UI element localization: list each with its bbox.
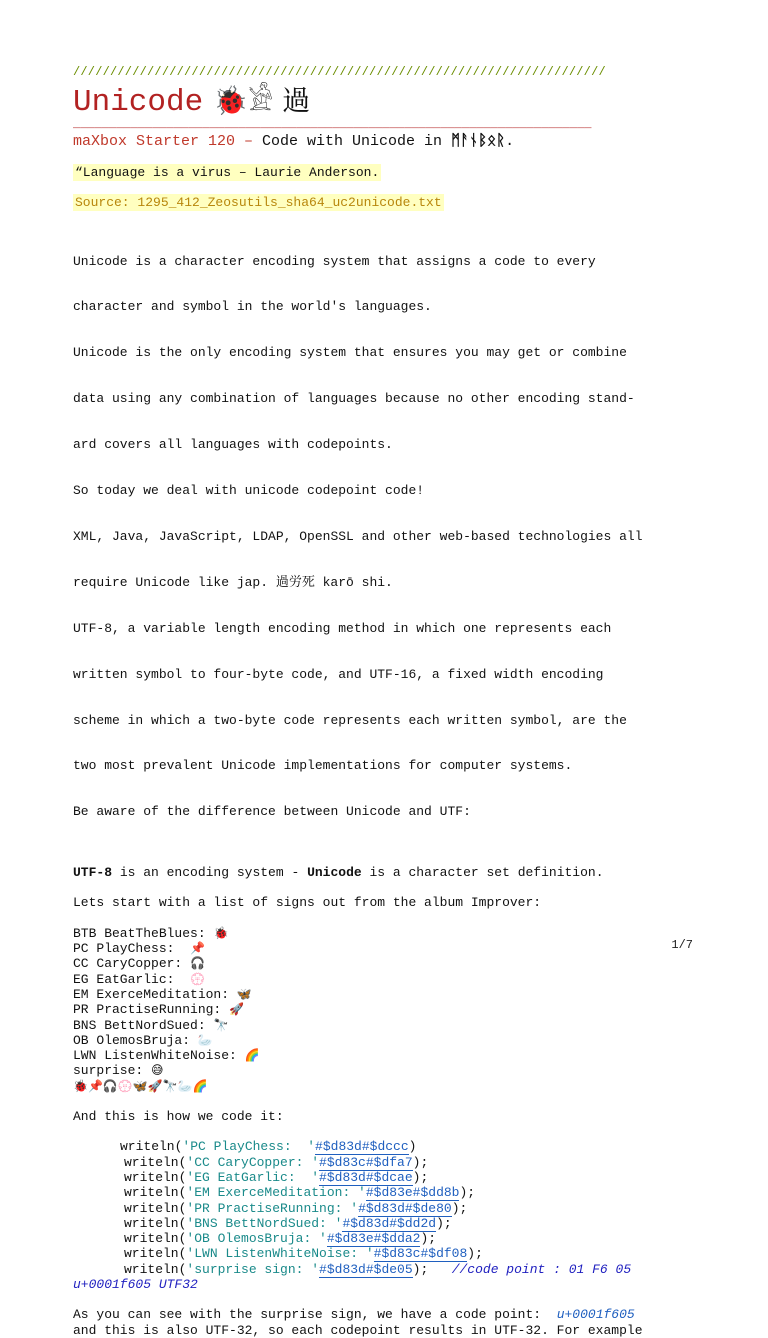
header-slashes: //////////////////////////////////////////////////////////////////////// [73,65,606,79]
code-hex: #$d83d#$dd2d [342,1215,437,1231]
source-highlight: Source: 1295_412_Zeosutils_sha64_uc2unicode.txt [75,195,442,210]
intro-line: So today we deal with unicode codepoint code! [73,483,425,499]
intro-line: XML, Java, JavaScript, LDAP, OpenSSL and other web-based technologies all [73,528,643,544]
sign-label: OB OlemosBruja: [73,1032,198,1048]
butterfly-icon: 🦋 [236,986,252,1001]
code-string: 'PR PractiseRunning: ' [186,1200,359,1216]
list-item [73,956,713,971]
code-fn: writeln( [124,1185,187,1201]
code-fn: writeln( [124,1215,187,1231]
ladybug-icon: 🐞 [213,925,229,940]
code-line [120,1185,713,1200]
code-string: 'CC CaryCopper: ' [186,1154,320,1170]
subtitle [73,130,713,152]
code-fn: writeln( [124,1246,187,1262]
sign-label: BTB BeatTheBlues: [73,925,214,941]
code-line [120,1170,713,1185]
intro-paragraph [73,223,713,850]
how-code-line: And this is how we code it: [73,1109,284,1125]
unicode-term: Unicode [307,865,362,881]
sign-label: EM ExerceMeditation: [73,986,237,1002]
intro-line: Be aware of the difference between Unicode and UTF: [73,804,471,820]
intro-line: ard covers all languages with codepoints. [73,437,393,453]
list-item [73,926,713,941]
list-item [73,1063,713,1078]
code-comment-continuation [73,1277,713,1292]
code-end: ); [420,1231,437,1247]
code-string: 'BNS BettNordSued: ' [186,1215,343,1231]
intro-line: data using any combination of languages because no other encoding stand- [73,391,635,407]
utf-end: is a character set definition. [361,865,604,881]
swan-icon: 🦢 [197,1032,213,1047]
sign-label: CC CaryCopper: [73,956,191,972]
list-item [73,941,713,956]
code-fn: writeln( [124,1231,187,1247]
quote-highlight: “Language is a virus – Laurie Anderson. [75,165,380,180]
intro-line: Unicode is a character encoding system that assigns a code to every [73,253,596,269]
subtitle-runes: ᛗᚨᚾᛒᛟᚱ [451,131,506,149]
flower-icon: 💮 [190,971,205,986]
utf-mid: is an encoding system - [112,865,308,881]
code-hex: #$d83c#$df08 [373,1246,468,1262]
outro-line-2: and this is also UTF-32, so each codepoint results in UTF-32. For example [73,1322,643,1338]
code-string: 'LWN ListenWhiteNoise: ' [186,1246,374,1262]
outro-line-1 [73,1307,713,1322]
pushpin-icon: 📌 [190,941,205,956]
sign-label: PC PlayChess: [73,941,191,957]
intro-line: require Unicode like jap. 過労死 karō shi. [73,574,393,590]
page-title [73,82,713,122]
code-string: 'EG EatGarlic: ' [186,1169,320,1185]
utf-definition-line [73,865,713,880]
sign-label: LWN ListenWhiteNoise: [73,1048,245,1064]
title-glyphs: 🐞𓀀 過 [213,84,311,117]
code-hex: #$d83e#$dda2 [326,1231,421,1247]
code-comment: //code point : 01 F6 05 [451,1261,632,1277]
lets-start-line: Lets start with a list of signs out from the album Improver: [73,895,542,911]
title-underline: ________________________________________________________________________ [73,118,592,130]
sign-label: EG EatGarlic: [73,971,191,987]
intro-line: character and symbol in the world's languages. [73,299,432,315]
code-hex: #$d83d#$de05 [319,1261,413,1277]
intro-line: two most prevalent Unicode implementations for computer systems. [73,758,573,774]
code-end: ); [412,1261,429,1277]
code-end: ); [459,1185,476,1201]
code-end: ); [436,1215,452,1231]
code-line [120,1201,713,1216]
emoji-row [73,1079,713,1094]
emoji-sequence-icon: 🐞📌🎧💮🦋🚀🔭🦢🌈 [73,1078,208,1093]
code-end: ); [412,1169,429,1185]
rocket-icon: 🚀 [229,1002,244,1017]
sign-label: surprise: [73,1063,152,1079]
code-end: ) [408,1139,417,1155]
list-item [73,972,713,987]
list-item [73,1048,713,1063]
sign-label: PR PractiseRunning: [73,1002,230,1018]
outro-text: As you can see with the surprise sign, we have a code point: [73,1307,557,1323]
code-line [120,1216,713,1231]
grinning-sweat-icon: 😅 [151,1063,164,1078]
document-page [73,64,713,1338]
code-line [120,1231,713,1246]
code-fn: writeln( [124,1261,187,1277]
intro-line: Unicode is the only encoding system that ensures you may get or combine [73,345,627,361]
intro-line: UTF-8, a variable length encoding method in which one represents each [73,620,612,636]
code-fn: writeln( [120,1139,183,1155]
code-block [73,1139,713,1277]
signs-list [73,926,713,1094]
subtitle-rest: Code with Unicode in [253,133,452,150]
code-string: 'OB OlemosBruja: ' [186,1231,327,1247]
intro-line: written symbol to four-byte code, and UTF-16, a fixed width encoding [73,666,604,682]
code-fn: writeln( [124,1154,187,1170]
code-end: ); [451,1200,468,1216]
sign-label: BNS BettNordSued: [73,1017,214,1033]
title-text: Unicode [73,85,204,120]
subtitle-series: maXbox Starter 120 – [73,133,254,150]
intro-line: scheme in which a two-byte code represents each written symbol, are the [73,712,627,728]
code-fn: writeln( [124,1169,187,1185]
code-hex: #$d83c#$dfa7 [319,1154,413,1170]
code-hex: #$d83d#$dccc [315,1139,409,1155]
code-line [120,1246,713,1261]
code-string: 'EM ExerceMeditation: ' [186,1185,366,1201]
page-number: 1/7 [671,938,693,952]
code-line [120,1155,713,1170]
code-comment-2: u+0001f605 UTF32 [73,1277,198,1292]
list-item [73,1018,713,1033]
code-hex: #$d83d#$de80 [358,1200,452,1216]
code-line [120,1262,713,1277]
code-string: 'surprise sign: ' [186,1261,320,1277]
outro-codepoint: u+0001f605 [556,1307,635,1323]
code-hex: #$d83e#$dd8b [365,1185,460,1201]
code-end: ); [467,1246,483,1262]
utf8-term: UTF-8 [73,865,113,881]
code-hex: #$d83d#$dcae [319,1169,413,1185]
subtitle-end: . [505,133,515,150]
list-item [73,987,713,1002]
telescope-icon: 🔭 [213,1017,229,1032]
headphone-icon: 🎧 [190,956,205,971]
code-end: ); [412,1154,429,1170]
list-item [73,1033,713,1048]
rainbow-icon: 🌈 [244,1048,260,1063]
code-line [120,1139,713,1154]
code-fn: writeln( [124,1200,187,1216]
code-string: 'PC PlayChess: ' [182,1139,316,1155]
list-item [73,1002,713,1017]
